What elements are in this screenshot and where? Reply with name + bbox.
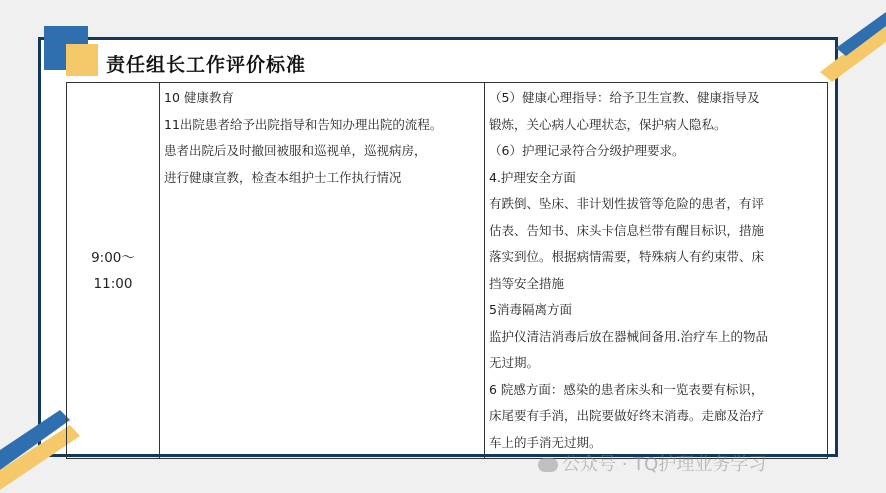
middle-line: 患者出院后及时撤回被服和巡视单，巡视病房， [164, 143, 427, 158]
right-line: 落实到位。根据病情需要，特殊病人有约束带、床 [489, 249, 765, 264]
right-line: 4.护理安全方面 [489, 169, 576, 185]
right-line: 6 院感方面：感染的患者床头和一览表要有标识， [489, 381, 764, 397]
middle-line: 进行健康宣教，检查本组护士工作执行情况 [164, 169, 402, 185]
right-line: （5）健康心理指导：给予卫生宣教、健康指导及 [489, 90, 760, 105]
right-line: 无过期。 [489, 355, 540, 370]
table-row [67, 83, 828, 459]
right-line: 估表、告知书、床头卡信息栏带有醒目标识，措施 [489, 222, 765, 238]
watermark [538, 450, 766, 476]
time-start: 9:00～ [91, 249, 135, 266]
middle-line: 10 健康教育 [164, 90, 234, 105]
time-cell [67, 83, 160, 459]
right-line: 5消毒隔离方面 [489, 302, 572, 317]
right-line: 挡等安全措施 [489, 275, 565, 291]
middle-line: 11出院患者给予出院指导和告知办理出院的流程。 [164, 116, 443, 132]
time-end: 11:00 [93, 275, 133, 292]
page-title: 责任组长工作评价标准 [106, 54, 307, 76]
right-line: 有跌倒、坠床、非计划性拔管等危险的患者，有评 [489, 196, 765, 211]
right-line: 车上的手消无过期。 [489, 434, 602, 450]
right-line: 锻炼，关心病人心理状态，保护病人隐私。 [489, 116, 727, 132]
middle-cell [160, 83, 485, 459]
right-line: 监护仪清洁消毒后放在器械间备用.治疗车上的物品 [489, 328, 768, 344]
wechat-icon [538, 458, 558, 472]
right-cell [485, 83, 828, 459]
right-line: （6）护理记录符合分级护理要求。 [489, 143, 685, 158]
criteria-table [66, 82, 828, 459]
watermark-text: 公众号 · TQ护理业务学习 [562, 454, 767, 475]
right-line: 床尾要有手消，出院要做好终末消毒。走廊及治疗 [489, 408, 765, 423]
